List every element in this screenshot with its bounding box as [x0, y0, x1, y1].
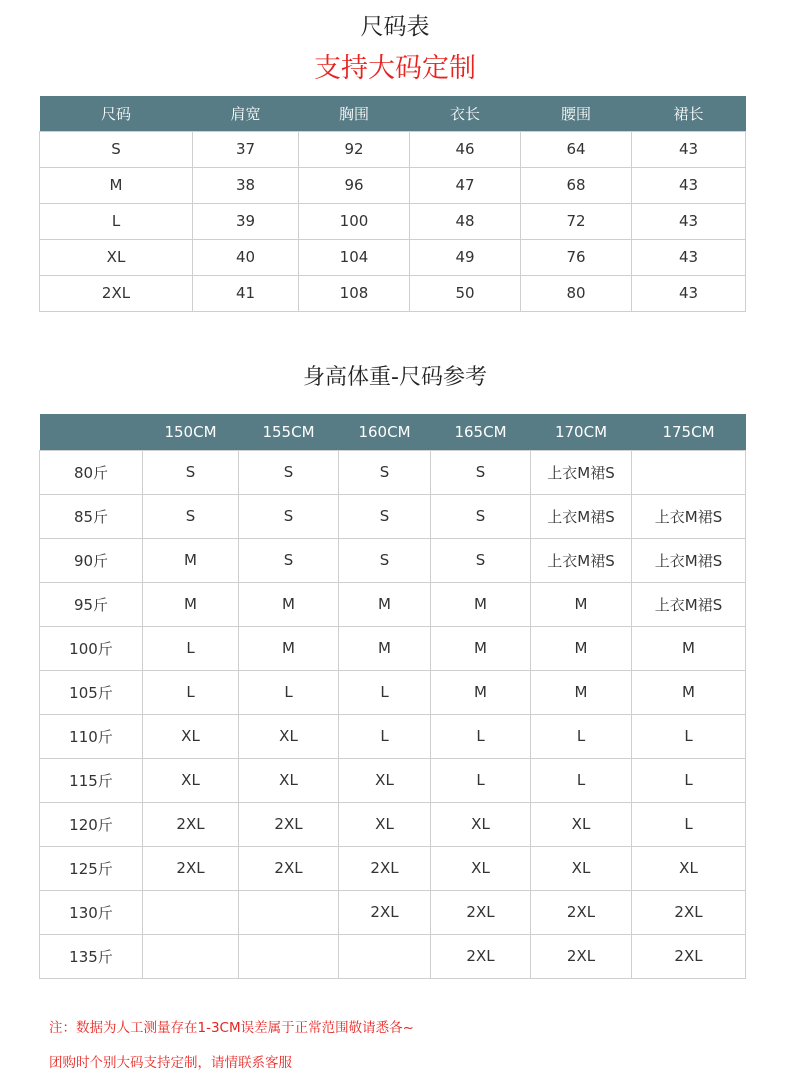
table-cell: M — [431, 582, 531, 626]
table-cell: S — [239, 538, 339, 582]
table-cell: M — [339, 626, 431, 670]
row-label-cell: 120斤 — [40, 802, 143, 846]
row-label-cell: 85斤 — [40, 494, 143, 538]
weight-row — [40, 538, 746, 582]
measurement-note: 注：数据为人工测量存在1-3CM误差属于正常范围敬请悉各~ — [49, 1020, 414, 1036]
table-cell: XL — [531, 802, 632, 846]
table-cell: XL — [143, 758, 239, 802]
table-cell: 上衣M裙S — [632, 494, 746, 538]
table-cell — [143, 890, 239, 934]
table-cell: 2XL — [632, 890, 746, 934]
table-cell: 上衣M裙S — [531, 494, 632, 538]
table-cell — [143, 934, 239, 978]
table-cell: XL — [431, 802, 531, 846]
row-label-cell: 105斤 — [40, 670, 143, 714]
table-cell: 2XL — [143, 846, 239, 890]
row-label-cell: M — [40, 167, 193, 203]
weight-row — [40, 670, 746, 714]
table-cell: S — [431, 494, 531, 538]
table-cell: L — [632, 758, 746, 802]
table-cell: 43 — [632, 203, 746, 239]
table-cell: XL — [431, 846, 531, 890]
table-cell: M — [339, 582, 431, 626]
weight-row — [40, 758, 746, 802]
table-cell: 上衣M裙S — [531, 538, 632, 582]
table-cell — [239, 890, 339, 934]
table-cell: 2XL — [531, 890, 632, 934]
table-cell: 92 — [299, 131, 410, 167]
header-height-170: 170CM — [531, 414, 632, 450]
table-cell — [239, 934, 339, 978]
header-height-155: 155CM — [239, 414, 339, 450]
row-label-cell: 95斤 — [40, 582, 143, 626]
table-cell: M — [632, 626, 746, 670]
row-label-cell: S — [40, 131, 193, 167]
size-row — [40, 239, 746, 275]
table-cell: L — [632, 802, 746, 846]
table-cell: 上衣M裙S — [632, 582, 746, 626]
header-shoulder: 肩宽 — [193, 96, 299, 131]
table-cell: L — [431, 758, 531, 802]
size-row — [40, 203, 746, 239]
row-label-cell: 135斤 — [40, 934, 143, 978]
table-cell: L — [531, 714, 632, 758]
table-cell: 2XL — [239, 802, 339, 846]
table-cell: 43 — [632, 131, 746, 167]
table-cell: 49 — [410, 239, 521, 275]
table-cell: S — [143, 494, 239, 538]
weight-row — [40, 846, 746, 890]
table-cell: 80 — [521, 275, 632, 311]
table-cell: XL — [143, 714, 239, 758]
table-cell: 100 — [299, 203, 410, 239]
table-cell: 上衣M裙S — [531, 450, 632, 494]
header-waist: 腰围 — [521, 96, 632, 131]
table-cell: 72 — [521, 203, 632, 239]
table-cell: S — [239, 494, 339, 538]
table-cell: L — [339, 670, 431, 714]
table-cell: 43 — [632, 167, 746, 203]
header-size: 尺码 — [40, 96, 193, 131]
row-label-cell: 80斤 — [40, 450, 143, 494]
table-cell: XL — [339, 758, 431, 802]
weight-row — [40, 714, 746, 758]
table-cell: S — [339, 494, 431, 538]
weight-row — [40, 494, 746, 538]
table-cell: M — [239, 582, 339, 626]
reference-title: 身高体重-尺码参考 — [303, 365, 487, 390]
table-cell: 50 — [410, 275, 521, 311]
row-label-cell: 115斤 — [40, 758, 143, 802]
table-cell: L — [531, 758, 632, 802]
table-cell: M — [431, 670, 531, 714]
table-cell: S — [239, 450, 339, 494]
table-cell: XL — [239, 758, 339, 802]
table-cell: 43 — [632, 239, 746, 275]
row-label-cell: 110斤 — [40, 714, 143, 758]
weight-row — [40, 934, 746, 978]
table-cell: 上衣M裙S — [632, 538, 746, 582]
table-cell: 2XL — [431, 890, 531, 934]
table-cell: S — [143, 450, 239, 494]
table-cell: L — [143, 670, 239, 714]
reference-header-row — [40, 414, 746, 450]
table-cell: M — [143, 582, 239, 626]
table-cell: 96 — [299, 167, 410, 203]
size-chart-header-row — [40, 96, 746, 131]
table-cell: 40 — [193, 239, 299, 275]
table-cell: 76 — [521, 239, 632, 275]
row-label-cell: XL — [40, 239, 193, 275]
row-label-cell: 125斤 — [40, 846, 143, 890]
row-label-cell: 90斤 — [40, 538, 143, 582]
table-cell: 47 — [410, 167, 521, 203]
table-cell: L — [431, 714, 531, 758]
weight-row — [40, 802, 746, 846]
header-height-160: 160CM — [339, 414, 431, 450]
table-cell: XL — [239, 714, 339, 758]
header-height-175: 175CM — [632, 414, 746, 450]
table-cell: 2XL — [239, 846, 339, 890]
table-cell: 38 — [193, 167, 299, 203]
table-cell: 108 — [299, 275, 410, 311]
table-cell: 39 — [193, 203, 299, 239]
table-cell: 2XL — [531, 934, 632, 978]
table-cell: 2XL — [339, 890, 431, 934]
table-cell: XL — [632, 846, 746, 890]
table-cell: M — [531, 670, 632, 714]
row-label-cell: 100斤 — [40, 626, 143, 670]
header-corner — [40, 414, 143, 450]
size-row — [40, 131, 746, 167]
table-cell: L — [239, 670, 339, 714]
table-cell: 104 — [299, 239, 410, 275]
table-cell: 43 — [632, 275, 746, 311]
table-cell: L — [632, 714, 746, 758]
weight-row — [40, 626, 746, 670]
height-weight-reference-table — [39, 414, 746, 979]
table-cell: L — [339, 714, 431, 758]
table-cell: 48 — [410, 203, 521, 239]
header-bust: 胸围 — [299, 96, 410, 131]
page-title: 尺码表 — [360, 14, 430, 40]
size-row — [40, 275, 746, 311]
header-skirt-length: 裙长 — [632, 96, 746, 131]
table-cell: 46 — [410, 131, 521, 167]
table-cell: 2XL — [143, 802, 239, 846]
table-cell: S — [339, 450, 431, 494]
size-row — [40, 167, 746, 203]
table-cell — [339, 934, 431, 978]
weight-row — [40, 450, 746, 494]
table-cell: 2XL — [431, 934, 531, 978]
header-height-150: 150CM — [143, 414, 239, 450]
weight-row — [40, 890, 746, 934]
header-length: 衣长 — [410, 96, 521, 131]
size-chart-table — [39, 96, 746, 312]
weight-row — [40, 582, 746, 626]
table-cell — [632, 450, 746, 494]
table-cell: S — [339, 538, 431, 582]
custom-size-subtitle: 支持大码定制 — [314, 53, 476, 84]
table-cell: 64 — [521, 131, 632, 167]
table-cell: M — [531, 626, 632, 670]
table-cell: M — [531, 582, 632, 626]
table-cell: S — [431, 538, 531, 582]
table-cell: 41 — [193, 275, 299, 311]
table-cell: M — [632, 670, 746, 714]
row-label-cell: 130斤 — [40, 890, 143, 934]
table-cell: 2XL — [632, 934, 746, 978]
table-cell: M — [431, 626, 531, 670]
table-cell: L — [143, 626, 239, 670]
row-label-cell: L — [40, 203, 193, 239]
custom-order-note: 团购时个别大码支持定制，请情联系客服 — [49, 1055, 292, 1071]
table-cell: S — [431, 450, 531, 494]
table-cell: XL — [339, 802, 431, 846]
table-cell: 68 — [521, 167, 632, 203]
table-cell: 2XL — [339, 846, 431, 890]
header-height-165: 165CM — [431, 414, 531, 450]
row-label-cell: 2XL — [40, 275, 193, 311]
table-cell: M — [239, 626, 339, 670]
table-cell: M — [143, 538, 239, 582]
table-cell: 37 — [193, 131, 299, 167]
table-cell: XL — [531, 846, 632, 890]
